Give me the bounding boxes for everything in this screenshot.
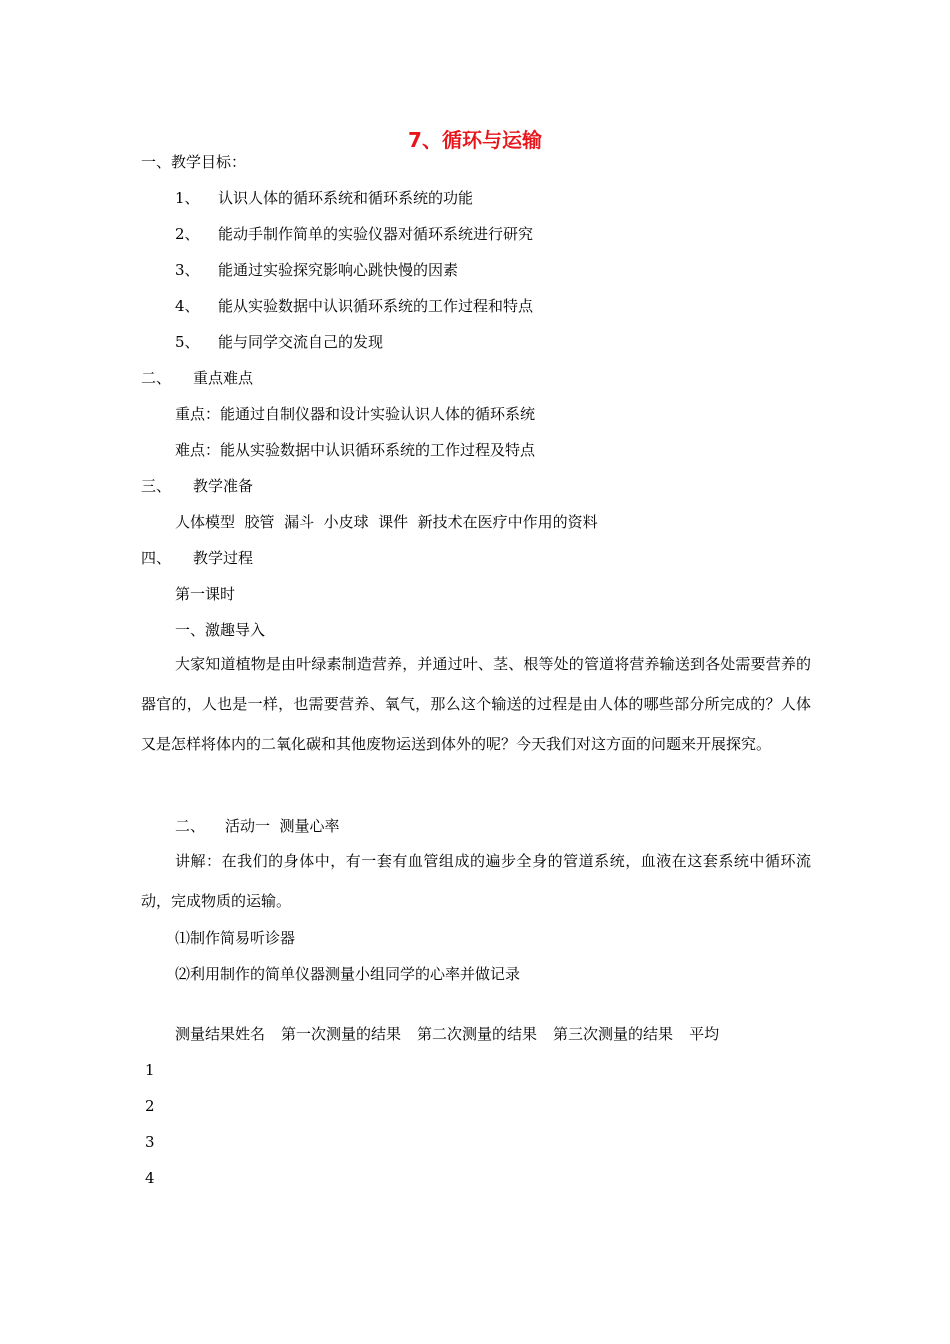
table-header-row (175, 1024, 735, 1044)
table-header-cell: 第三次测量的结果 (553, 1025, 674, 1043)
section-number: 三、 (141, 477, 172, 495)
step-1: ⑴制作简易听诊器 (175, 929, 296, 947)
objective-text: 能从实验数据中认识循环系统的工作过程和特点 (218, 297, 534, 315)
materials-list: 人体模型 胶管 漏斗 小皮球 课件 新技术在医疗中作用的资料 (175, 513, 598, 531)
section-title: 重点难点 (193, 369, 254, 387)
table-header-cell: 平均 (689, 1025, 720, 1043)
objective-text: 认识人体的循环系统和循环系统的功能 (218, 189, 474, 207)
lesson-label: 第一课时 (175, 585, 236, 603)
part-2-heading (175, 816, 340, 836)
objective-number: 4、 (175, 297, 200, 315)
table-header-cell: 第二次测量的结果 (417, 1025, 538, 1043)
table-row-number: 2 (145, 1097, 155, 1115)
objective-text: 能与同学交流自己的发现 (218, 333, 384, 351)
objective-text: 能动手制作简单的实验仪器对循环系统进行研究 (218, 225, 534, 243)
objective-number: 2、 (175, 225, 200, 243)
table-row-number: 4 (145, 1169, 155, 1187)
objective-item (175, 332, 383, 352)
section-number: 二、 (141, 369, 172, 387)
objective-text: 能通过实验探究影响心跳快慢的因素 (218, 261, 459, 279)
section-3-heading (141, 476, 253, 496)
objective-item (175, 260, 458, 280)
step-2: ⑵利用制作的简单仪器测量小组同学的心率并做记录 (175, 965, 521, 983)
part-number: 二、 (175, 817, 206, 835)
objective-item (175, 188, 473, 208)
section-title: 教学过程 (193, 549, 254, 567)
objective-number: 1、 (175, 189, 200, 207)
section-4-heading (141, 548, 253, 568)
objective-item (175, 296, 533, 316)
key-point: 重点：能通过自制仪器和设计实验认识人体的循环系统 (175, 405, 536, 423)
part-title: 活动一 测量心率 (225, 817, 340, 835)
objective-number: 3、 (175, 261, 200, 279)
explanation-paragraph: 讲解：在我们的身体中，有一套有血管组成的遍步全身的管道系统，血液在这套系统中循环流动，完成物质的运输。 (141, 852, 811, 910)
section-title: 教学准备 (193, 477, 254, 495)
part-1-heading: 一、激趣导入 (175, 621, 266, 639)
section-1-heading: 一、教学目标： (141, 153, 247, 171)
document-title: 7、循环与运输 (408, 128, 542, 152)
table-row-number: 1 (145, 1061, 155, 1079)
table-header-cell: 第一次测量的结果 (281, 1025, 402, 1043)
objective-number: 5、 (175, 333, 200, 351)
objective-item (175, 224, 533, 244)
difficult-point: 难点：能从实验数据中认识循环系统的工作过程及特点 (175, 441, 536, 459)
section-2-heading (141, 368, 253, 388)
table-row-number: 3 (145, 1133, 155, 1151)
intro-paragraph: 大家知道植物是由叶绿素制造营养，并通过叶、茎、根等处的管道将营养输送到各处需要营养的器官的，人也是一样，也需要营养、氧气，那么这个输送的过程是由人体的哪些部分所完成的？人体又是怎样将体内的二氧化碳和其他废物运送到体外的呢？今天我们对这方面的问题来开展探究。 (141, 655, 811, 753)
section-number: 四、 (141, 549, 172, 567)
table-header-cell: 测量结果姓名 (175, 1025, 266, 1043)
